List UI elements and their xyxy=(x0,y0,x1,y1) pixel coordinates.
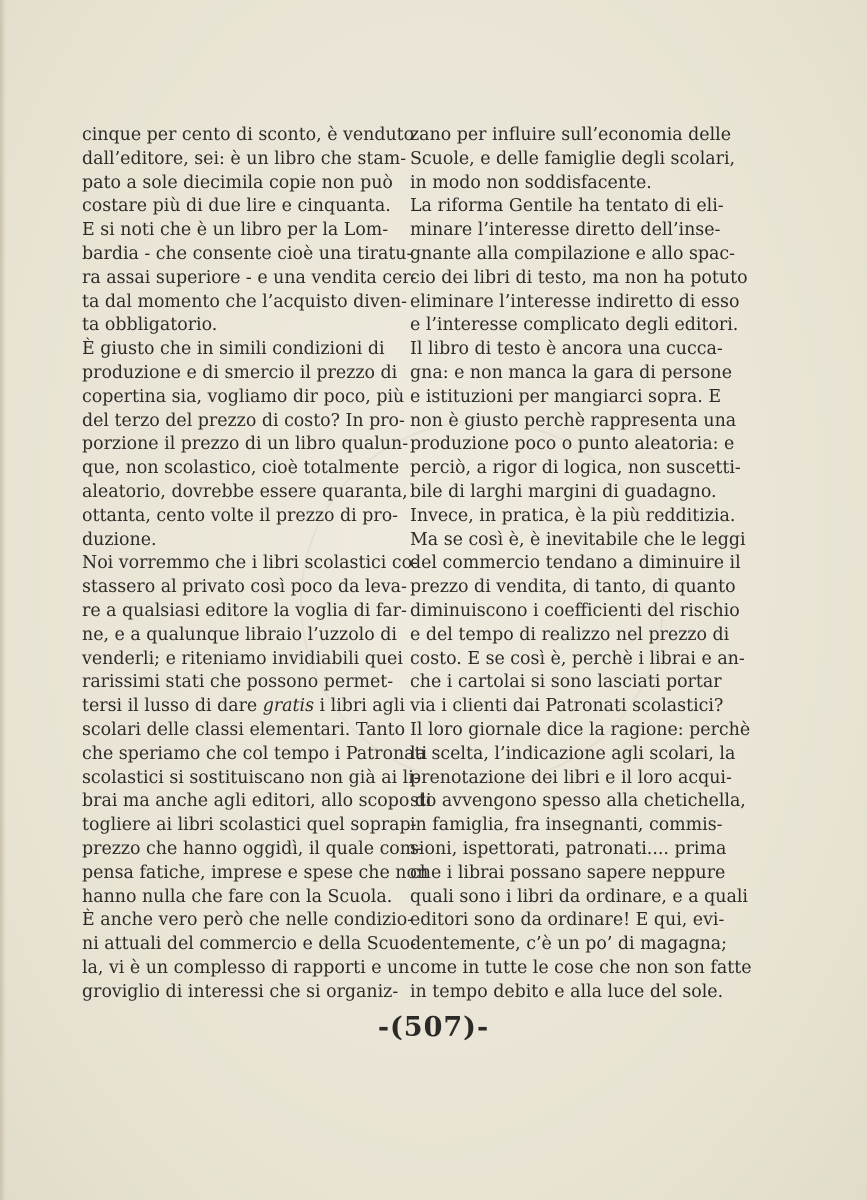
text-line: costo. E se così è, perchè i librai e an- xyxy=(410,648,745,669)
text-line: prenotazione dei libri e il loro acqui- xyxy=(410,767,732,788)
text-line: sto avvengono spesso alla chetichella, xyxy=(410,791,746,812)
text-line: sioni, ispettorati, patronati.... prima xyxy=(410,838,727,859)
text-line: in famiglia, fra insegnanti, commis- xyxy=(410,815,723,836)
text-line: copertina sia, vogliamo dir poco, più xyxy=(82,386,405,407)
text-line: scolari delle classi elementari. Tanto xyxy=(82,719,406,740)
text-line: che i cartolai si sono lasciati portar xyxy=(410,672,722,693)
text-line: È giusto che in simili condizioni di xyxy=(82,339,385,360)
text-line: tersi il lusso di dare gratis i libri agli xyxy=(82,696,405,717)
text-line: gnante alla compilazione e allo spac- xyxy=(410,243,735,264)
text-line: Noi vorremmo che i libri scolastici co- xyxy=(82,553,418,574)
text-line: pato a sole diecimila copie non può xyxy=(82,172,393,193)
text-line: bardia - che consente cioè una tiratu- xyxy=(82,243,413,264)
page-number: -(507)- xyxy=(377,1012,490,1043)
italic-word: gratis xyxy=(262,696,315,717)
text-line: ta dal momento che l’acquisto diven- xyxy=(82,291,408,312)
text-line: perciò, a rigor di logica, non suscetti- xyxy=(410,458,741,479)
text-line: cio dei libri di testo, ma non ha potuto xyxy=(410,267,748,288)
text-line: diminuiscono i coefficienti del rischio xyxy=(410,600,740,621)
text-line: cinque per cento di sconto, è venduto xyxy=(82,125,415,145)
text-line: Ma se così è, è inevitabile che le leggi xyxy=(410,529,746,550)
text-line: brai ma anche agli editori, allo scopo di xyxy=(82,791,432,812)
text-line: rarissimi stati che possono permet- xyxy=(82,672,394,693)
text-line: groviglio di interessi che si organiz- xyxy=(82,981,399,1002)
text-column-left xyxy=(82,124,432,1004)
text-line: ne, e a qualunque libraio l’uzzolo di xyxy=(82,624,397,645)
text-line: e del tempo di realizzo nel prezzo di xyxy=(410,624,730,645)
text-line: prezzo che hanno oggidì, il quale com- xyxy=(82,838,423,859)
text-line: eliminare l’interesse indiretto di esso xyxy=(410,291,740,312)
text-line: venderli; e riteniamo invidiabili quei xyxy=(82,648,403,669)
text-line: che i librai possano sapere neppure xyxy=(410,862,726,883)
text-line: dall’editore, sei: è un libro che stam- xyxy=(82,148,407,169)
text-line: in modo non soddisfacente. xyxy=(410,172,652,193)
text-column-right xyxy=(410,124,752,1004)
text-line: la, vi è un complesso di rapporti e un xyxy=(82,957,410,978)
text-line: Il libro di testo è ancora una cucca- xyxy=(410,339,723,360)
text-line: E si noti che è un libro per la Lom- xyxy=(82,220,389,241)
text-line: scolastici si sostituiscano non già ai li- xyxy=(82,767,420,788)
text-line: non è giusto perchè rappresenta una xyxy=(410,410,737,431)
text-line: togliere ai libri scolastici quel soprap- xyxy=(82,815,417,836)
text-line: duzione. xyxy=(82,529,157,550)
text-line: La riforma Gentile ha tentato di eli- xyxy=(410,196,724,217)
text-line: ra assai superiore - e una vendita cer- xyxy=(82,267,417,288)
text-line: minare l’interesse diretto dell’inse- xyxy=(410,220,721,241)
text-line: ta obbligatorio. xyxy=(82,315,218,336)
text-line: e l’interesse complicato degli editori. xyxy=(410,315,739,336)
text-line: produzione poco o punto aleatoria: e xyxy=(410,434,735,455)
text-line: quali sono i libri da ordinare, e a quali xyxy=(410,886,748,907)
text-line: editori sono da ordinare! E qui, evi- xyxy=(410,910,725,931)
text-line: hanno nulla che fare con la Scuola. xyxy=(82,886,393,907)
text-line: e istituzioni per mangiarci sopra. E xyxy=(410,386,722,407)
text-line: re a qualsiasi editore la voglia di far- xyxy=(82,600,407,621)
text-line: via i clienti dai Patronati scolastici? xyxy=(410,696,724,717)
text-line: ni attuali del commercio e della Scuo- xyxy=(82,934,416,955)
text-line: bile di larghi margini di guadagno. xyxy=(410,481,717,502)
text-line: la scelta, l’indicazione agli scolari, la xyxy=(410,743,736,764)
text-line: che speriamo che col tempo i Patronati xyxy=(82,743,428,764)
text-line: del terzo del prezzo di costo? In pro- xyxy=(82,410,405,431)
text-line: aleatorio, dovrebbe essere quaranta, xyxy=(82,481,408,502)
text-line: Invece, in pratica, è la più redditizia. xyxy=(410,505,736,526)
text-line: del commercio tendano a diminuire il xyxy=(410,553,741,574)
text-line: Il loro giornale dice la ragione: perchè xyxy=(410,719,751,740)
text-line: È anche vero però che nelle condizio- xyxy=(82,910,414,931)
text-line: pensa fatiche, imprese e spese che non xyxy=(82,862,429,883)
text-line: come in tutte le cose che non son fatte xyxy=(410,957,752,978)
text-line: dentemente, c’è un po’ di magagna; xyxy=(410,934,728,955)
text-line: stassero al privato così poco da leva- xyxy=(82,577,407,598)
text-line: Scuole, e delle famiglie degli scolari, xyxy=(410,148,736,169)
text-line: in tempo debito e alla luce del sole. xyxy=(410,981,724,1002)
text-line: zano per influire sull’economia delle xyxy=(410,125,731,145)
text-line: porzione il prezzo di un libro qualun- xyxy=(82,434,409,455)
text-line: ottanta, cento volte il prezzo di pro- xyxy=(82,505,399,526)
text-line: que, non scolastico, cioè totalmente xyxy=(82,458,400,479)
text-line: gna: e non manca la gara di persone xyxy=(410,362,733,383)
text-line: costare più di due lire e cinquanta. xyxy=(82,196,391,217)
text-line: produzione e di smercio il prezzo di xyxy=(82,362,398,383)
text-line: prezzo di vendita, di tanto, di quanto xyxy=(410,577,736,598)
